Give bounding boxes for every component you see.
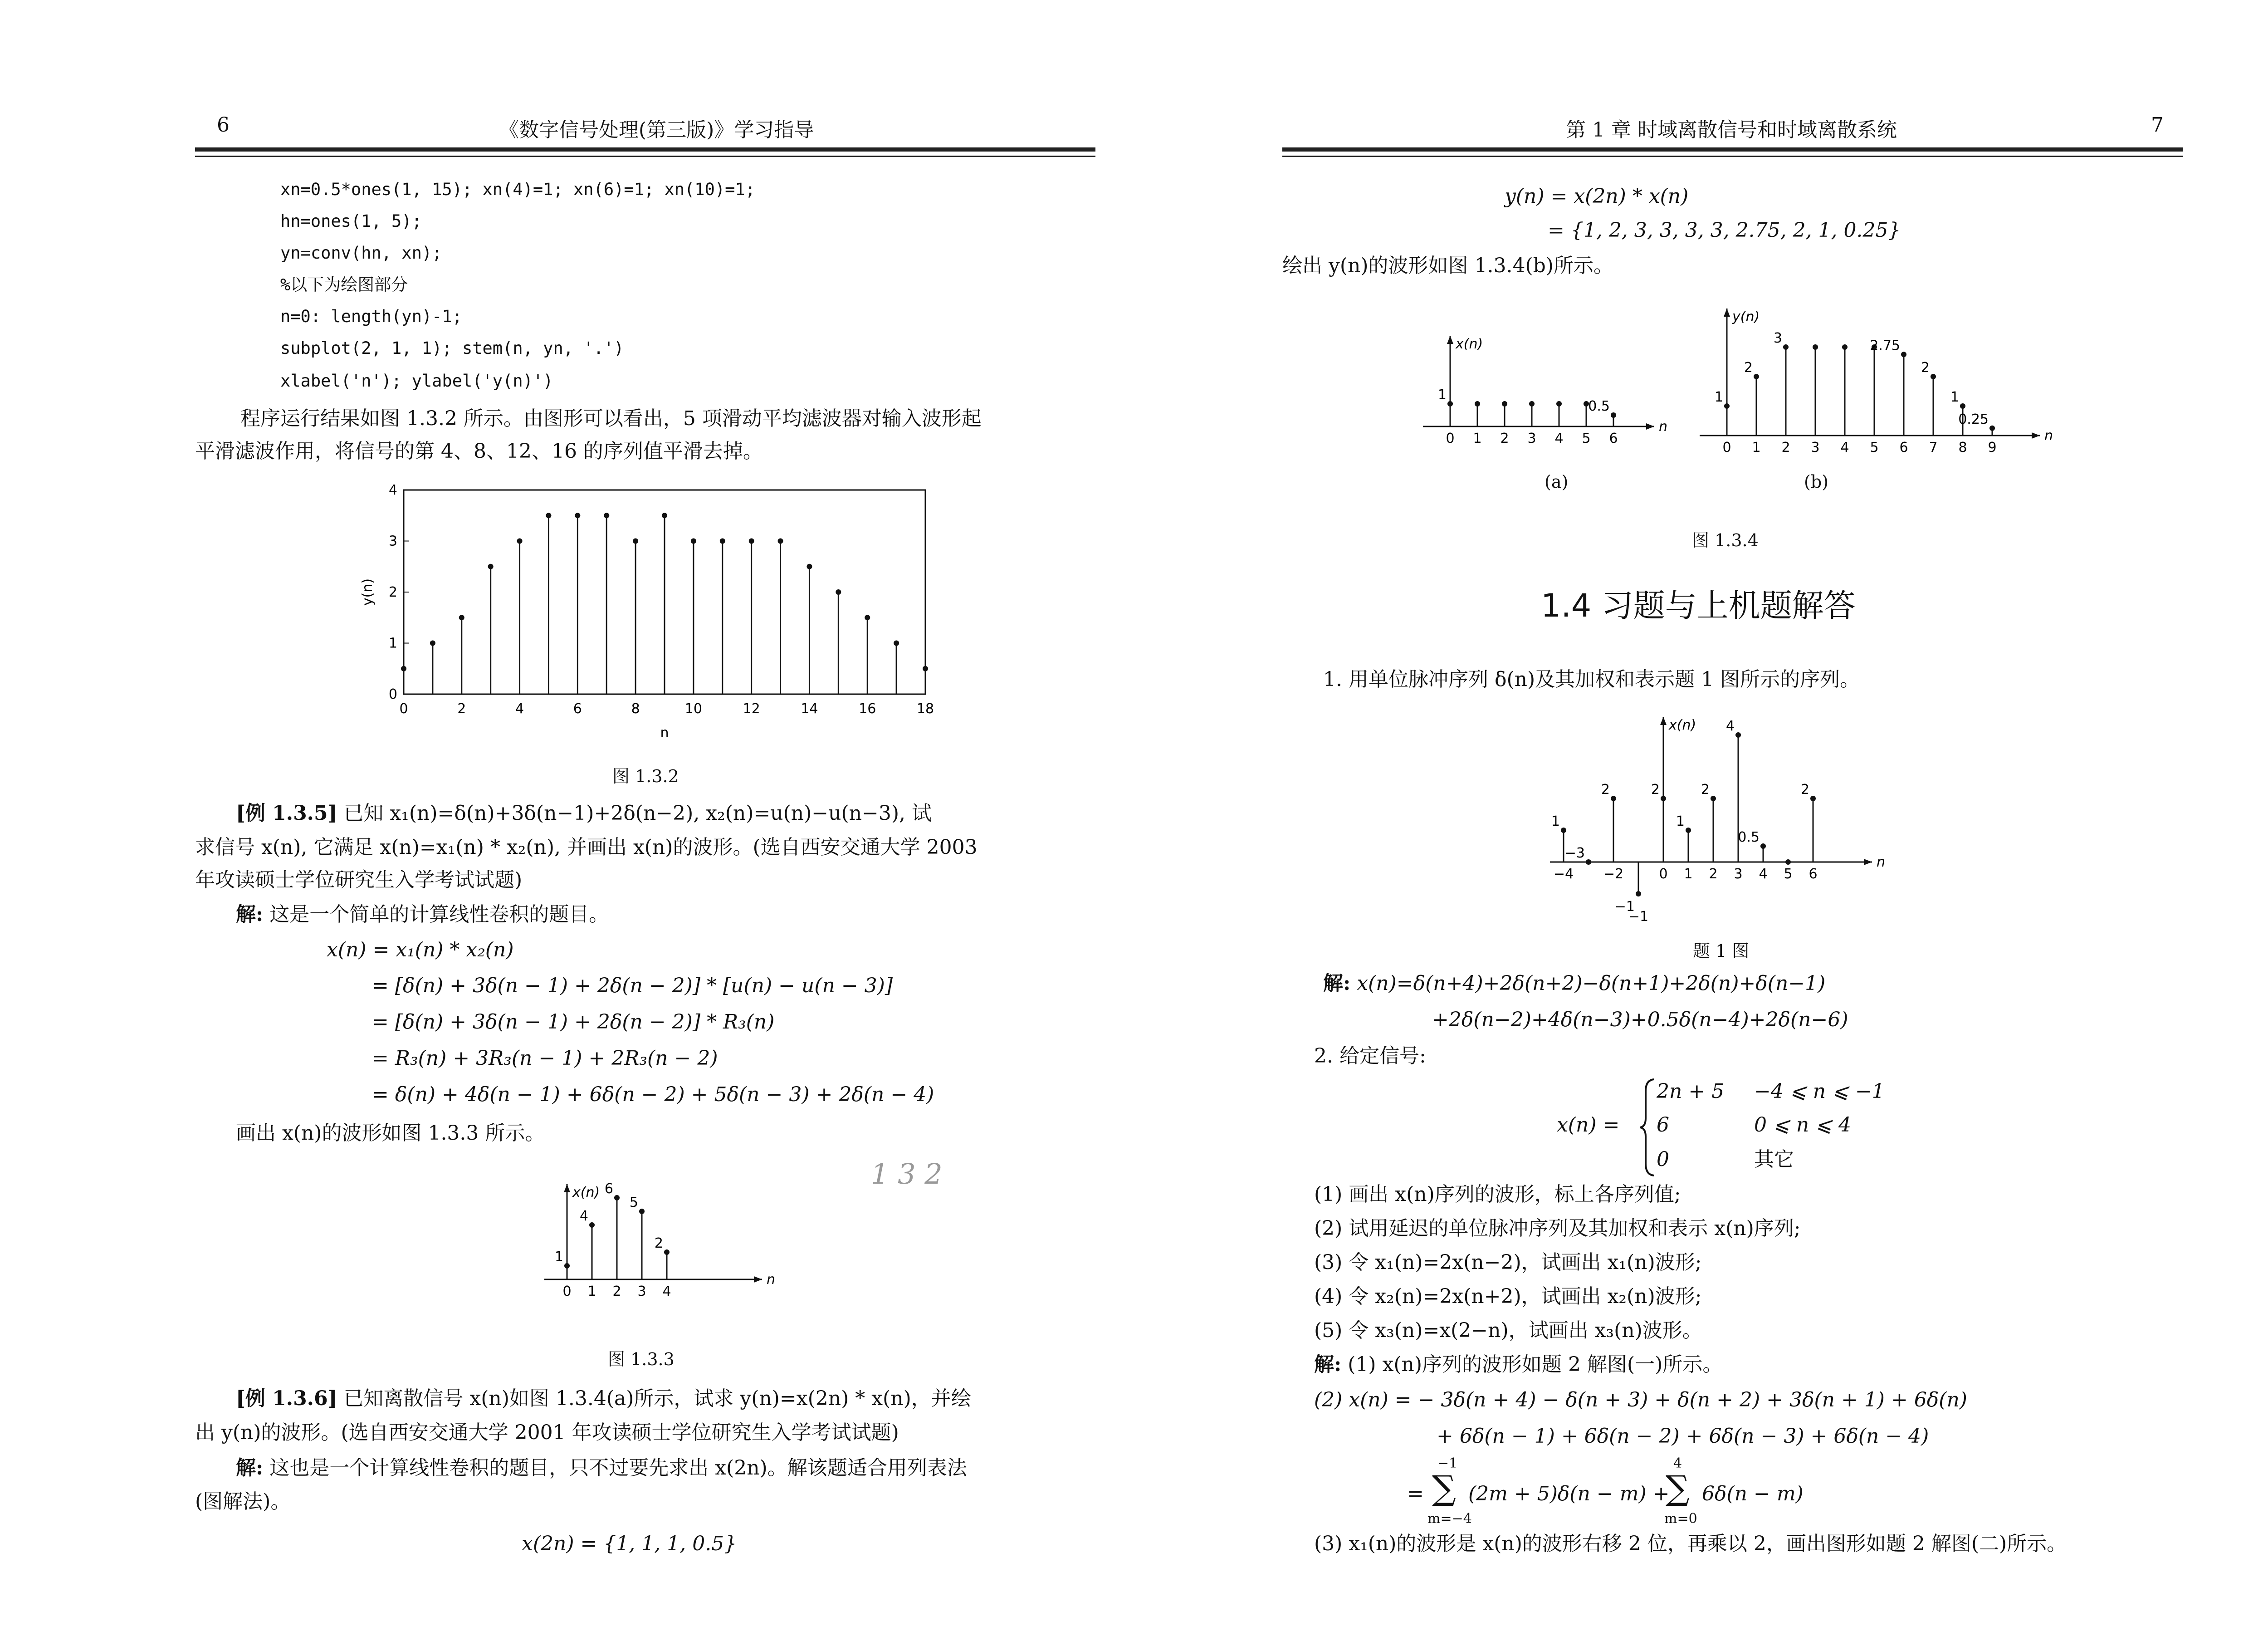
sum-symbol: ∑ (1666, 1469, 1690, 1508)
header-rule (1282, 147, 2183, 152)
example-text-line: 出 y(n)的波形。(选自西安交通大学 2001 年攻读硕士学位研究生入学考试试题) (195, 1421, 899, 1444)
x-tick-label: 2 (1500, 431, 1509, 446)
x-axis-label: n (1659, 419, 1668, 435)
value-label: −1 (1614, 899, 1635, 915)
page-number: 7 (2151, 113, 2164, 137)
y-axis-label: y(n) (1732, 309, 1760, 325)
stem-point (1989, 426, 1995, 431)
stem-point (1901, 352, 1906, 357)
x-axis-arrow-icon (1864, 859, 1872, 865)
stem-point (1754, 374, 1759, 379)
stem-point (894, 641, 899, 646)
stem-point (662, 513, 667, 518)
problem-2-item: (2) 试用延迟的单位脉冲序列及其加权和表示 x(n)序列; (1314, 1217, 1801, 1240)
value-label: 2.75 (1870, 338, 1900, 354)
x-tick-label: 1 (1684, 866, 1693, 882)
stem-point (401, 666, 406, 671)
sum-term: (2m + 5)δ(n − m) + (1468, 1482, 1670, 1505)
example-label: [例 1.3.6] (236, 1387, 337, 1410)
problem-2-item: (1) 画出 x(n)序列的波形，标上各序列值; (1314, 1183, 1681, 1206)
x-tick-label: 0 (1446, 431, 1455, 446)
x-axis-label: n (2044, 428, 2053, 444)
solution-text: 这是一个简单的计算线性卷积的题目。 (269, 903, 609, 926)
stem-point (1529, 401, 1535, 407)
stem-point (664, 1249, 670, 1255)
paragraph-line: 平滑滤波作用，将信号的第 4、8、12、16 的序列值平滑去掉。 (195, 440, 763, 463)
y-axis-arrow-icon (1660, 717, 1667, 725)
y-axis-label: x(n) (1456, 336, 1483, 352)
x-tick-label: 7 (1929, 440, 1938, 456)
stem-point (639, 1209, 645, 1214)
stem-point (1475, 401, 1480, 407)
x-tick-label: 5 (1582, 431, 1591, 446)
x-tick-label: 12 (743, 701, 760, 717)
x-tick-label: 0 (399, 701, 408, 717)
stem-point (575, 513, 580, 518)
problem-2: 2. 给定信号: (1314, 1044, 1426, 1068)
figure-1-3-3 (535, 1175, 789, 1329)
sum-lower-limit: m=−4 (1427, 1511, 1472, 1527)
x-tick-label: 14 (801, 701, 818, 717)
solution-text: 这也是一个计算线性卷积的题目，只不过要先求出 x(2n)。解该题适合用列表法 (269, 1456, 967, 1479)
x-tick-label: −2 (1603, 866, 1624, 882)
stem-point (1502, 401, 1507, 407)
value-label: 2 (1744, 360, 1753, 376)
header-rule-thin (1282, 156, 2183, 157)
example-heading (236, 1386, 971, 1411)
code-line: xlabel('n'); ylabel('y(n)') (280, 371, 553, 391)
equation-line: = R₃(n) + 3R₃(n − 1) + 2R₃(n − 2) (372, 1047, 718, 1070)
y-axis-label: x(n) (572, 1185, 600, 1200)
stem-point (1813, 344, 1818, 350)
solution-line (1314, 1352, 1722, 1377)
value-label: 0.5 (1738, 829, 1760, 845)
x-tick-label: 4 (1554, 431, 1564, 446)
stem-point (604, 513, 609, 518)
value-label: 5 (629, 1195, 638, 1210)
stem-point (517, 539, 523, 544)
x-tick-label: 0 (1722, 440, 1731, 456)
y-tick-label: 0 (388, 686, 397, 702)
paragraph-line: 绘出 y(n)的波形如图 1.3.4(b)所示。 (1282, 254, 1613, 277)
piecewise-lhs: x(n) = (1557, 1113, 1620, 1136)
value-label: 4 (1725, 718, 1735, 734)
stem-point (1611, 412, 1616, 418)
stem-point (836, 589, 841, 595)
stem-point (1611, 796, 1616, 801)
stem-point (1686, 828, 1691, 833)
value-label: 0.5 (1588, 398, 1610, 414)
value-label: 1 (554, 1249, 563, 1265)
paragraph-line: 画出 x(n)的波形如图 1.3.3 所示。 (236, 1122, 545, 1145)
running-title: 《数字信号处理(第三版)》学习指导 (499, 118, 814, 142)
sum-upper-limit: −1 (1437, 1455, 1458, 1471)
equation-line: y(n) = x(2n) * x(n) (1505, 185, 1689, 208)
value-label: −3 (1564, 845, 1585, 861)
stem-point (778, 539, 783, 544)
x-tick-label: 0 (1659, 866, 1668, 882)
stem-point (1561, 828, 1566, 833)
solution-text: (1) x(n)序列的波形如题 2 解图(一)所示。 (1348, 1353, 1723, 1376)
case-cond: 其它 (1754, 1148, 1794, 1171)
figure-caption: 图 1.3.2 (612, 766, 679, 786)
x-axis-label: n (1877, 854, 1886, 870)
stem-point (1842, 344, 1848, 350)
solution-line (236, 902, 609, 927)
example-label: [例 1.3.5] (236, 802, 337, 825)
value-label: 1 (1950, 389, 1959, 405)
stem-point (614, 1195, 620, 1200)
y-tick-label: 1 (388, 635, 397, 652)
x-tick-label: 3 (1734, 866, 1743, 882)
equation-line: = {1, 2, 3, 3, 3, 3, 2.75, 2, 1, 0.25} (1548, 219, 1901, 242)
y-axis-label: x(n) (1669, 717, 1696, 733)
stem-point (807, 564, 812, 569)
handwritten-mark: 1 3 2 (871, 1157, 943, 1190)
value-label: 0.25 (1958, 411, 1989, 427)
stem-point (1760, 843, 1766, 849)
value-label: 1 (1676, 813, 1685, 829)
solution-label: 解: (236, 903, 264, 926)
x-tick-label: 2 (1781, 440, 1790, 456)
stem-point (720, 539, 725, 544)
y-axis-arrow-icon (564, 1184, 570, 1192)
example-text-line: 年攻读硕士学位研究生入学考试试题) (195, 868, 523, 892)
x-tick-label: 18 (916, 701, 934, 717)
x-axis-label: n (660, 725, 669, 741)
stem-point (1661, 796, 1666, 801)
value-label: 2 (1921, 360, 1930, 376)
solution-equation-line: +2δ(n−2)+4δ(n−3)+0.5δ(n−4)+2δ(n−6) (1432, 1008, 1848, 1031)
subfigure-label: (b) (1804, 472, 1828, 492)
x-tick-label: 1 (587, 1283, 596, 1299)
equation-line: x(n) = x₁(n) * x₂(n) (327, 938, 514, 961)
value-label: 3 (1773, 330, 1782, 346)
value-label: 6 (604, 1181, 613, 1197)
section-title: 1.4 习题与上机题解答 (1541, 587, 1856, 624)
stem-point (1783, 344, 1789, 350)
solution-label: 解: (1314, 1353, 1342, 1376)
x-tick-label: 4 (662, 1283, 671, 1299)
figure-caption: 图 1.3.3 (608, 1349, 675, 1369)
left-brace (1638, 1078, 1657, 1177)
code-line: xn=0.5*ones(1, 15); xn(4)=1; xn(6)=1; xn(10)=1; (280, 180, 755, 199)
stem-point (488, 564, 494, 569)
stem-point (1785, 859, 1791, 865)
problem-2-item: (4) 令 x₂(n)=2x(n+2)，试画出 x₂(n)波形; (1314, 1285, 1702, 1308)
x-tick-label: 8 (1958, 440, 1967, 456)
stem-point (589, 1222, 595, 1228)
running-title: 第 1 章 时域离散信号和时域离散系统 (1566, 118, 1897, 142)
stem-point (546, 513, 551, 518)
solution-equation-line: (2) x(n) = − 3δ(n + 4) − δ(n + 3) + δ(n + 2) + 3δ(n + 1) + 6δ(n) (1314, 1388, 1967, 1411)
example-text-line: 求信号 x(n), 它满足 x(n)=x₁(n) * x₂(n), 并画出 x(n)的波形。(选自西安交通大学 2003 (195, 836, 978, 859)
value-label: 1 (1437, 387, 1447, 403)
right-page (1160, 0, 2268, 1641)
figure-1-3-2 (354, 481, 943, 741)
value-label: 4 (579, 1208, 588, 1224)
problem-1: 1. 用单位脉冲序列 δ(n)及其加权和表示题 1 图所示的序列。 (1323, 668, 1860, 691)
solution-equation: x(n)=δ(n+4)+2δ(n+2)−δ(n+1)+2δ(n)+δ(n−1) (1357, 972, 1826, 995)
y-tick-label: 2 (388, 584, 397, 600)
x-axis-arrow-icon (754, 1276, 762, 1283)
case-cond: −4 ⩽ n ⩽ −1 (1754, 1080, 1885, 1103)
x-tick-label: 5 (1870, 440, 1879, 456)
stem-point (749, 539, 754, 544)
stem-point (1711, 796, 1716, 801)
x-tick-label: 2 (612, 1283, 621, 1299)
stem-point (691, 539, 696, 544)
x-tick-label: 4 (1759, 866, 1768, 882)
header-rule (195, 147, 1095, 152)
example-text: 已知离散信号 x(n)如图 1.3.4(a)所示，试求 y(n)=x(2n) * x(n)，并绘 (343, 1387, 971, 1410)
stem-point (459, 615, 464, 620)
sum-term: 6δ(n − m) (1702, 1482, 1804, 1505)
sum-upper-limit: 4 (1673, 1455, 1682, 1471)
x-tick-label: 10 (684, 701, 702, 717)
x-axis-label: n (767, 1272, 776, 1288)
equals-sign: = (1407, 1482, 1424, 1505)
solution-item: (3) x₁(n)的波形是 x(n)的波形右移 2 位，再乘以 2，画出图形如题 2 解图(二)所示。 (1314, 1532, 2067, 1555)
y-axis-label: y(n) (360, 578, 376, 606)
solution-label: 解: (236, 1456, 264, 1479)
figure-1-3-4b (1695, 299, 2121, 463)
figure-caption: 题 1 图 (1693, 941, 1750, 961)
x-tick-label: 3 (1527, 431, 1536, 446)
x-tick-label: 6 (1809, 866, 1818, 882)
stem-point (1931, 374, 1936, 379)
figure-1-3-4a (1418, 327, 1709, 463)
equation-line: = [δ(n) + 3δ(n − 1) + 2δ(n − 2)] * [u(n) − u(n − 3)] (372, 974, 893, 997)
x-tick-label: −4 (1553, 866, 1574, 882)
x-tick-label: 5 (1784, 866, 1793, 882)
equation-line: = δ(n) + 4δ(n − 1) + 6δ(n − 2) + 5δ(n − 3) + 2δ(n − 4) (372, 1083, 934, 1106)
value-label: 2 (1651, 782, 1660, 798)
equation-line: = [δ(n) + 3δ(n − 1) + 2δ(n − 2)] * R₃(n) (372, 1010, 775, 1034)
stem-point (1447, 401, 1453, 407)
value-label: 2 (1800, 782, 1809, 798)
x-tick-label: 2 (1709, 866, 1718, 882)
x-tick-label: 2 (457, 701, 466, 717)
example-text: 已知 x₁(n)=δ(n)+3δ(n−1)+2δ(n−2), x₂(n)=u(n)−u(n−3), 试 (343, 802, 932, 825)
x-tick-label: 16 (859, 701, 876, 717)
stem-point (865, 615, 870, 620)
stem-point (1735, 732, 1741, 738)
solution-equation-line: + 6δ(n − 1) + 6δ(n − 2) + 6δ(n − 3) + 6δ(n − 4) (1437, 1425, 1929, 1448)
x-axis-arrow-icon (1646, 423, 1654, 430)
stem-point (1556, 401, 1562, 407)
stem-point (564, 1263, 570, 1269)
value-label: 2 (1601, 782, 1610, 798)
x-tick-label: 8 (631, 701, 640, 717)
x-tick-label: 6 (573, 701, 582, 717)
figure-problem-1 (1545, 708, 1936, 925)
page-number: 6 (217, 113, 230, 137)
figure-caption: 图 1.3.4 (1692, 530, 1759, 550)
problem-2-item: (5) 令 x₃(n)=x(2−n)，试画出 x₃(n)波形。 (1314, 1319, 1702, 1342)
value-label: 1 (1714, 389, 1723, 405)
code-line: hn=ones(1, 5); (280, 211, 422, 231)
x-tick-label: 0 (562, 1283, 572, 1299)
y-tick-label: 3 (388, 533, 397, 549)
sum-lower-limit: m=0 (1664, 1511, 1697, 1527)
y-axis-arrow-icon (1447, 336, 1453, 344)
sum-symbol: ∑ (1432, 1469, 1456, 1508)
stem-point (923, 666, 928, 671)
x-tick-label: 3 (637, 1283, 646, 1299)
y-axis-arrow-icon (1724, 309, 1730, 317)
value-label: 2 (1701, 782, 1710, 798)
x-tick-label: 1 (1473, 431, 1482, 446)
x-axis-arrow-icon (2032, 432, 2040, 439)
y-tick-label: 4 (388, 482, 397, 498)
case-expr: 0 (1657, 1148, 1669, 1171)
paragraph-line: 程序运行结果如图 1.3.2 所示。由图形可以看出，5 项滑动平均滤波器对输入波形起 (240, 407, 982, 430)
stem-point (633, 539, 638, 544)
subfigure-label: (a) (1545, 472, 1569, 492)
case-expr: 6 (1657, 1113, 1669, 1136)
code-line: %以下为绘图部分 (280, 275, 408, 294)
x-tick-label: 1 (1752, 440, 1761, 456)
x-tick-label: 6 (1609, 431, 1618, 446)
solution-line (1323, 971, 1825, 996)
header-rule-thin (195, 156, 1095, 157)
problem-2-item: (3) 令 x₁(n)=2x(n−2)，试画出 x₁(n)波形; (1314, 1251, 1702, 1274)
equation-line: x(2n) = {1, 1, 1, 0.5} (522, 1532, 737, 1555)
solution-line (236, 1455, 967, 1481)
stem-point (1636, 891, 1641, 896)
x-tick-label: 6 (1899, 440, 1908, 456)
code-line: yn=conv(hn, xn); (280, 243, 442, 263)
stem-point (1810, 796, 1816, 801)
code-line: n=0: length(yn)-1; (280, 307, 462, 326)
negative-value-label: −1 (1628, 909, 1649, 925)
case-cond: 0 ⩽ n ⩽ 4 (1754, 1113, 1852, 1136)
case-expr: 2n + 5 (1657, 1080, 1725, 1103)
x-tick-label: 9 (1988, 440, 1997, 456)
value-label: 2 (654, 1235, 663, 1251)
x-tick-label: 4 (515, 701, 524, 717)
stem-point (430, 641, 435, 646)
x-tick-label: 3 (1811, 440, 1820, 456)
stem-point (1586, 859, 1591, 865)
solution-label: 解: (1323, 972, 1351, 995)
x-tick-label: 4 (1840, 440, 1849, 456)
example-heading (236, 801, 932, 826)
stem-point (1960, 403, 1965, 409)
code-line: subplot(2, 1, 1); stem(n, yn, '.') (280, 338, 624, 358)
value-label: 1 (1551, 813, 1560, 829)
stem-point (1724, 403, 1730, 409)
solution-text-line: (图解法)。 (195, 1490, 291, 1513)
